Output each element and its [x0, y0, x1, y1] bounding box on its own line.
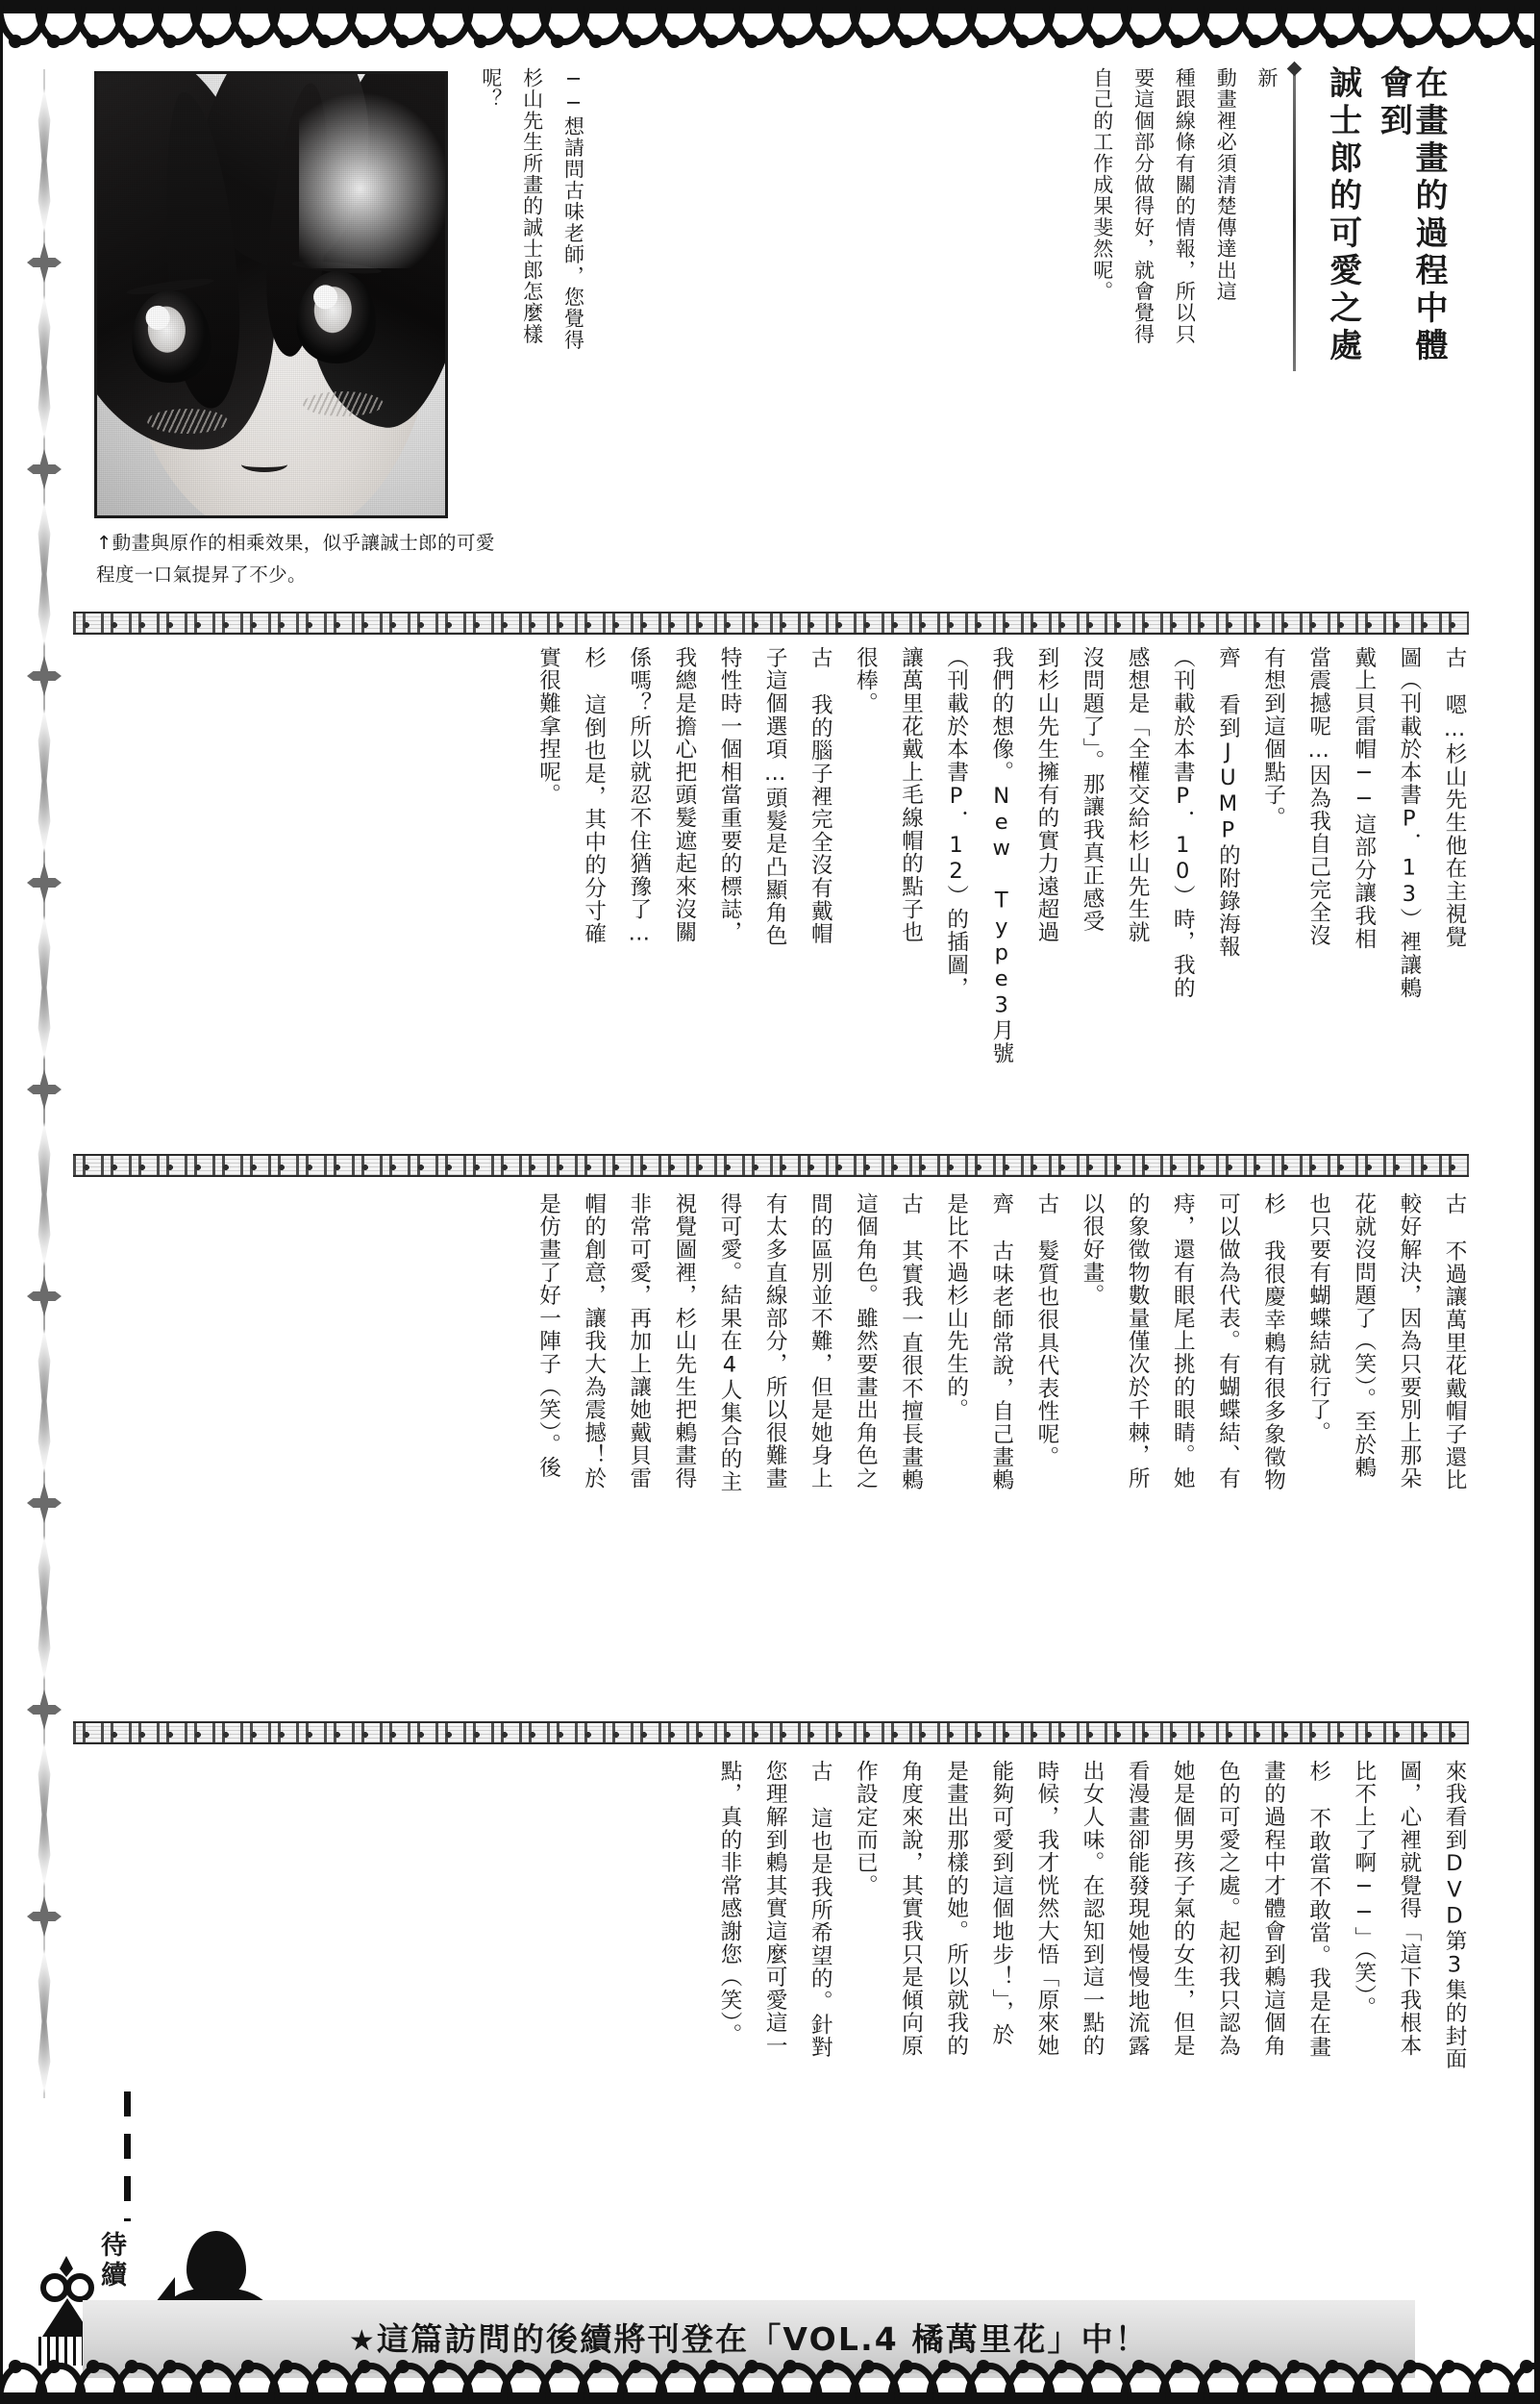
- lace-scallop: [151, 2356, 189, 2400]
- lace-scallop: [189, 2356, 228, 2400]
- question-intro-columns: [463, 67, 586, 387]
- lace-scallop: [1391, 2356, 1429, 2400]
- section-2-column-11: [971, 1192, 1016, 1491]
- column-text: 比不上了啊──」（笑）。: [1351, 1760, 1377, 2019]
- lace-scallop: [74, 6, 112, 50]
- speaker-label: 古: [1442, 646, 1467, 694]
- column-text: 間的區別並不難，但是她身上: [807, 1192, 833, 1490]
- speaker-label: 古: [807, 646, 833, 694]
- section-3-column-5: [1242, 1760, 1287, 2057]
- next-issue-banner-text: [349, 2315, 1149, 2360]
- lace-scallop: [1080, 6, 1119, 50]
- divider-1: [73, 612, 1469, 635]
- lace-scallop: [1468, 6, 1506, 50]
- column-text: 不過讓萬里花戴帽子還比: [1442, 1240, 1467, 1492]
- lace-scallop: [809, 2356, 848, 2400]
- section-3-column-16: [744, 1760, 789, 2057]
- section-1-column-16: [744, 646, 789, 947]
- section-2-column-9: [1061, 1192, 1106, 1307]
- speaker-label: 古: [898, 1192, 924, 1240]
- column-text: 其實我一直很不擅長畫鶇: [898, 1240, 924, 1492]
- section-2-column-10: [1016, 1192, 1061, 1468]
- lace-scallop: [1313, 6, 1352, 50]
- lace-scallop: [1391, 6, 1429, 50]
- left-ornament-column: [27, 69, 62, 2098]
- headline-rule: [1293, 71, 1296, 371]
- section-2-column-15: [789, 1192, 834, 1490]
- column-text: 係嗎？所以就忍不住猶豫了…: [626, 646, 652, 947]
- photo-caption: [96, 527, 692, 590]
- lace-scallop: [964, 6, 1003, 50]
- column-text: 視覺圖裡，杉山先生把鶇畫得: [671, 1192, 697, 1490]
- lace-scallop: [1158, 2356, 1197, 2400]
- section-1-column-14: [834, 646, 880, 714]
- column-text: 的象徵物數量僅次於千棘，所: [1125, 1192, 1151, 1490]
- section-2-column-18: [654, 1192, 699, 1490]
- column-text: 她是個男孩子氣的女生，但是: [1170, 1760, 1196, 2058]
- page-edge-right: [1534, 0, 1540, 2404]
- lace-scallop: [1004, 2356, 1042, 2400]
- section-2-column-16: [744, 1192, 789, 1490]
- column-text: 作設定而已。: [853, 1760, 879, 1897]
- lace-scallop: [1042, 6, 1080, 50]
- column-text: 是畫出那樣的她。所以就我的: [943, 1760, 969, 2058]
- lace-scallop: [538, 2356, 577, 2400]
- column-text: 我總是擔心把頭髮遮起來沒關: [671, 646, 697, 944]
- lace-scallop: [384, 2356, 422, 2400]
- lace-scallop: [306, 2356, 344, 2400]
- column-text: 很棒。: [853, 646, 879, 715]
- section-1-column-21: [517, 646, 562, 807]
- section-2-column-20: [563, 1192, 609, 1490]
- lace-scallop: [1507, 6, 1540, 50]
- column-text: 能夠可愛到這個地步！」，於: [988, 1760, 1014, 2047]
- column-text: 以很好畫。: [1080, 1192, 1105, 1307]
- lace-scallop: [74, 2356, 112, 2400]
- lace-scallop: [35, 6, 73, 50]
- column-text: 這倒也是，其中的分寸確: [581, 693, 607, 946]
- column-text: 痔，還有眼尾上挑的眼睛。她: [1170, 1192, 1196, 1490]
- section-3-column-17: [699, 1760, 744, 2046]
- column-text: 圖（刊載於本書P．13）裡讓鶇: [1396, 646, 1422, 1000]
- lace-scallop: [693, 6, 732, 50]
- lace-scallop: [1275, 6, 1313, 50]
- section-3-column-14: [834, 1760, 880, 1897]
- next-issue-banner-label: 這篇訪問的後續將刊登在「VOL.4 橘萬里花」中！: [377, 2319, 1150, 2358]
- lace-scallop: [1429, 6, 1468, 50]
- column-text: 看到JUMP的附錄海報: [1215, 693, 1241, 959]
- section-2-column-2: [1379, 1192, 1424, 1490]
- lace-scallop: [1275, 2356, 1313, 2400]
- lace-scallop: [229, 2356, 267, 2400]
- lace-scallop: [1197, 6, 1235, 50]
- column-text: 我很慶幸鶇有很多象徵物: [1260, 1240, 1286, 1492]
- section-3-column-3: [1333, 1760, 1379, 2019]
- headline-line-1: 在畫畫的過程中體會到: [1374, 65, 1448, 365]
- lace-scallop: [577, 6, 615, 50]
- section-2-column-21: [517, 1192, 562, 1479]
- section-1-column-20: [563, 646, 609, 945]
- speaker-label: 齊: [1215, 646, 1241, 694]
- lace-scallop: [1158, 6, 1197, 50]
- section-1-column-13: [880, 646, 925, 943]
- column-text: 感想是「全權交給杉山先生就: [1125, 646, 1151, 944]
- lace-scallop: [189, 6, 228, 50]
- column-text: 角度來說，其實我只是傾向原: [898, 1760, 924, 2058]
- section-1-column-17: [699, 646, 744, 943]
- lace-scallop: [887, 2356, 926, 2400]
- column-text: 特性時一個相當重要的標誌，: [717, 646, 742, 944]
- section-1-column-5: [1242, 646, 1287, 829]
- lace-scallop: [809, 6, 848, 50]
- section-2-column-14: [834, 1192, 880, 1490]
- section-1-column-9: [1061, 646, 1106, 933]
- photo-caption-line-2: 程度一口氣提昇了不少。: [96, 563, 307, 586]
- column-text: 戴上貝雷帽──這部分讓我相: [1351, 646, 1377, 951]
- lace-scallop: [849, 2356, 887, 2400]
- section-3-column-6: [1197, 1760, 1242, 2057]
- question-line-1: ──想請問古味老師，您覺得: [561, 67, 585, 351]
- section-3-column-2: [1379, 1760, 1424, 2057]
- intro-col-3: 要這個部分做得好，就會覺得: [1131, 67, 1155, 345]
- lace-scallop: [926, 2356, 964, 2400]
- lace-scallop: [112, 6, 151, 50]
- lace-scallop: [1352, 2356, 1390, 2400]
- lace-scallop: [0, 2356, 35, 2400]
- headline-line-2: 誠士郎的可愛之處: [1323, 65, 1362, 365]
- lace-scallop: [771, 2356, 809, 2400]
- section-1-column-6: [1197, 646, 1242, 959]
- lace-scallop: [1120, 2356, 1158, 2400]
- column-text: （刊載於本書P．10）時，我的: [1170, 646, 1196, 1000]
- lace-scallop: [461, 2356, 500, 2400]
- lace-scallop: [112, 2356, 151, 2400]
- section-2-column-7: [1152, 1192, 1197, 1490]
- divider-3: [73, 1721, 1469, 1744]
- lace-scallop: [306, 6, 344, 50]
- lace-scallop: [538, 6, 577, 50]
- section-1-column-19: [609, 646, 654, 947]
- lace-scallop: [1507, 2356, 1540, 2400]
- question-line-3: 呢？: [479, 67, 503, 111]
- lace-scallop: [345, 6, 384, 50]
- column-text: 沒問題了」。那讓我真正感受: [1080, 646, 1105, 934]
- section-3-column-7: [1152, 1760, 1197, 2057]
- section-2-column-8: [1106, 1192, 1152, 1490]
- column-text: 我的腦子裡完全沒有戴帽: [807, 693, 833, 946]
- page-headline: [1285, 65, 1446, 383]
- lace-scallop: [422, 2356, 460, 2400]
- lace-scallop: [616, 6, 655, 50]
- lace-scallop: [267, 6, 306, 50]
- star-icon: ★: [348, 2323, 378, 2358]
- section-2-column-13: [880, 1192, 925, 1491]
- lace-scallop: [693, 2356, 732, 2400]
- anime-screenshot-photo: [94, 71, 448, 518]
- page-edge-left: [0, 0, 3, 2404]
- speaker-label: 杉: [581, 646, 607, 694]
- section-2-column-1: [1424, 1192, 1469, 1491]
- column-text: 看漫畫卻能發現她慢慢地流露: [1125, 1760, 1151, 2058]
- section-1-column-3: [1333, 646, 1379, 950]
- column-text: 較好解決，因為只要別上那朵: [1396, 1192, 1422, 1490]
- lace-scallop: [0, 6, 35, 50]
- section-2-column-17: [699, 1192, 744, 1493]
- column-text: 出女人味。在認知到這一點的: [1080, 1760, 1105, 2058]
- column-text: 嗯…杉山先生他在主視覺: [1442, 693, 1467, 949]
- section-3-column-8: [1106, 1760, 1152, 2057]
- column-text: 非常可愛，再加上讓她戴貝雷: [626, 1192, 652, 1490]
- lace-scallop: [1236, 6, 1275, 50]
- section-1-column-2: [1379, 646, 1424, 999]
- column-text: 讓萬里花戴上毛線帽的點子也: [898, 646, 924, 944]
- speaker-label: 杉: [1305, 1760, 1331, 1808]
- lace-scallop: [1352, 6, 1390, 50]
- column-text: 當震撼呢…因為我自己完全沒: [1305, 646, 1331, 947]
- lace-scallop: [926, 6, 964, 50]
- column-text: 不敢當不敢當。我是在畫: [1305, 1807, 1331, 2060]
- speaker-label: 古: [1033, 1192, 1059, 1240]
- section-1-column-7: [1152, 646, 1197, 999]
- section-3-column-12: [926, 1760, 971, 2057]
- section-1-column-8: [1106, 646, 1152, 943]
- lace-scallop: [35, 2356, 73, 2400]
- lace-scallop: [500, 2356, 538, 2400]
- speaker-label: 齊: [988, 1192, 1014, 1240]
- lace-scallop: [733, 6, 771, 50]
- section-2-column-4: [1288, 1192, 1333, 1444]
- top-lace-border: [0, 0, 1540, 50]
- column-text: 點，真的非常感謝您（笑）。: [717, 1760, 742, 2047]
- lace-scallop: [1004, 6, 1042, 50]
- section-1-column-4: [1288, 646, 1333, 947]
- divider-2: [73, 1154, 1469, 1177]
- section-3-column-15: [789, 1760, 834, 2059]
- column-text: 子這個選項…頭髮是凸顯角色: [762, 646, 788, 947]
- column-text: 有想到這個點子。: [1260, 646, 1286, 830]
- lace-scallop: [345, 2356, 384, 2400]
- lace-scallop: [267, 2356, 306, 2400]
- column-text: 色的可愛之處。起初我只認為: [1215, 1760, 1241, 2058]
- section-3-column-9: [1061, 1760, 1106, 2057]
- lace-scallop: [1313, 2356, 1352, 2400]
- section-1-column-10: [1016, 646, 1061, 943]
- column-text: 圖，心裡就覺得「這下我根本: [1396, 1760, 1422, 2058]
- lace-scallop: [964, 2356, 1003, 2400]
- interview-section-2: [73, 1192, 1469, 1692]
- section-1-column-11: [971, 646, 1016, 1064]
- section-3-column-4: [1288, 1760, 1333, 2059]
- column-text: 也只要有蝴蝶結就行了。: [1305, 1192, 1331, 1444]
- interview-section-1: [73, 646, 1469, 1127]
- lace-scallop: [229, 6, 267, 50]
- lace-scallop: [1468, 2356, 1506, 2400]
- column-text: 您理解到鶇其實這麼可愛這一: [762, 1760, 788, 2058]
- lace-scallop: [384, 6, 422, 50]
- lace-scallop: [655, 6, 693, 50]
- lace-scallop: [849, 6, 887, 50]
- column-text: 這也是我所希望的。針對: [807, 1807, 833, 2060]
- lace-scallop: [733, 2356, 771, 2400]
- lace-scallop: [500, 6, 538, 50]
- intro-col-new: 新: [1255, 67, 1279, 89]
- lace-scallop: [1197, 2356, 1235, 2400]
- lace-scallop: [616, 2356, 655, 2400]
- column-text: 到杉山先生擁有的實力遠超過: [1033, 646, 1059, 944]
- column-text: 髮質也很具代表性呢。: [1033, 1240, 1059, 1469]
- lace-scallop: [1429, 2356, 1468, 2400]
- column-text: 畫的過程中才體會到鶇這個角: [1260, 1760, 1286, 2058]
- photo-caption-line-1: ↑動畫與原作的相乘效果，似乎讓誠士郎的可愛: [96, 532, 495, 554]
- column-text: 是仿畫了好一陣子（笑）。後: [535, 1192, 561, 1480]
- section-1-column-18: [654, 646, 699, 943]
- section-2-column-6: [1197, 1192, 1242, 1490]
- speaker-label: 古: [807, 1760, 833, 1808]
- section-3-column-13: [880, 1760, 925, 2057]
- lace-scallop: [151, 6, 189, 50]
- question-line-2: 杉山先生所畫的誠士郎怎麼樣: [520, 67, 544, 345]
- column-text: 時候，我才恍然大悟「原來她: [1033, 1760, 1059, 2058]
- column-text: 我們的想像。New Type3月號: [988, 646, 1014, 1065]
- column-text: 古味老師常說，自己畫鶇: [988, 1240, 1014, 1492]
- lace-scallop: [1120, 6, 1158, 50]
- column-text: 得可愛。結果在4人集合的主: [717, 1192, 742, 1493]
- column-text: 實很難拿捏呢。: [535, 646, 561, 807]
- section-3-column-1: [1424, 1760, 1469, 2070]
- lace-scallop: [422, 6, 460, 50]
- lace-scallop: [1080, 2356, 1119, 2400]
- lace-scallop: [771, 6, 809, 50]
- lace-scallop: [655, 2356, 693, 2400]
- lace-scallop: [1236, 2356, 1275, 2400]
- lace-scallop: [461, 6, 500, 50]
- section-3-column-10: [1016, 1760, 1061, 2057]
- column-text: 有太多直線部分，所以很難畫: [762, 1192, 788, 1490]
- lace-scallop: [1042, 2356, 1080, 2400]
- column-text: 可以做為代表。有蝴蝶結、有: [1215, 1192, 1241, 1490]
- section-1-column-1: [1424, 646, 1469, 948]
- lace-scallop: [887, 6, 926, 50]
- section-2-column-12: [926, 1192, 971, 1421]
- column-text: 這個角色。雖然要畫出角色之: [853, 1192, 879, 1490]
- section-2-column-19: [609, 1192, 654, 1490]
- section-2-column-3: [1333, 1192, 1379, 1479]
- intro-col-2: 種跟線條有關的情報，所以只: [1173, 67, 1197, 345]
- section-1-column-12: [926, 646, 971, 999]
- dashed-rule: [124, 2091, 131, 2221]
- lace-scallop: [577, 2356, 615, 2400]
- column-text: 來我看到DVD第3集的封面: [1442, 1760, 1467, 2070]
- column-text: 花就沒問題了（笑）。至於鶇: [1351, 1192, 1377, 1480]
- column-text: （刊載於本書P．12）的插圖，: [943, 646, 969, 1000]
- bottom-lace-border: [0, 2356, 1540, 2404]
- intro-col-4: 自己的工作成果斐然呢。: [1090, 67, 1114, 303]
- intro-col-1: 動畫裡必須清楚傳達出這: [1214, 67, 1238, 303]
- section-2-column-5: [1242, 1192, 1287, 1491]
- intro-text-columns: [1075, 67, 1280, 387]
- column-text: 帽的創意，讓我大為震撼！於: [581, 1192, 607, 1490]
- to-be-continued-label: 待續: [96, 2231, 126, 2291]
- column-text: 是比不過杉山先生的。: [943, 1192, 969, 1421]
- section-1-column-15: [789, 646, 834, 945]
- interview-section-3: [73, 1760, 1469, 2269]
- section-3-column-11: [971, 1760, 1016, 2046]
- speaker-label: 古: [1442, 1192, 1467, 1240]
- speaker-label: 杉: [1260, 1192, 1286, 1240]
